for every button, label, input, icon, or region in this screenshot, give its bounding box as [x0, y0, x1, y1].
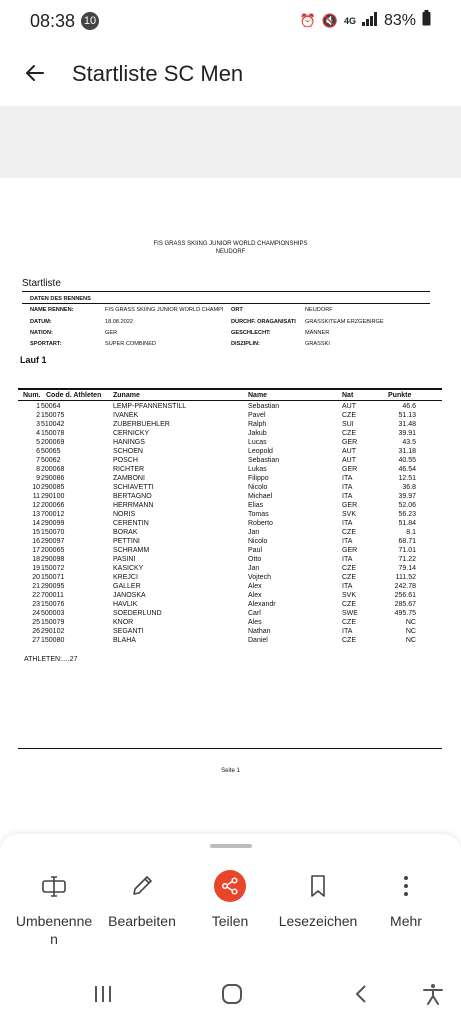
cell-code: 290086 [41, 475, 65, 482]
cell-num: 14 [32, 520, 40, 527]
cell-name: Ralph [248, 421, 267, 428]
cell-punkte: 285.67 [394, 601, 416, 608]
datum-label: DATUM: [30, 319, 52, 325]
cell-name: Otto [248, 556, 262, 563]
cell-zuname: BORAK [113, 529, 138, 536]
cell-code: 150080 [41, 637, 65, 644]
cell-num: 6 [36, 448, 40, 455]
recent-apps-icon [93, 985, 113, 1003]
cell-code: 700011 [41, 592, 64, 599]
cell-zuname: PASINI [113, 556, 136, 563]
cell-zuname: BERTAGNO [113, 493, 152, 500]
cell-code: 290097 [41, 538, 65, 545]
cell-punkte: 68.71 [398, 538, 416, 545]
cell-zuname: ZAMBONI [113, 475, 145, 482]
cell-code: 290099 [41, 520, 65, 527]
name-value: FIS GRASS SKIING JUNIOR WORLD CHAMPI [105, 307, 224, 313]
cell-name: Ales [248, 619, 262, 626]
disziplin-label: DISZIPLIN: [231, 341, 260, 347]
cell-code: 290098 [41, 556, 65, 563]
bookmark-icon [302, 870, 334, 902]
cell-num: 20 [32, 574, 40, 581]
table-row [0, 465, 461, 474]
cell-zuname: KASICKY [113, 565, 144, 572]
drag-handle[interactable] [210, 844, 252, 848]
cell-name: Nicolo [248, 538, 268, 545]
more-label: Mehr [390, 913, 422, 929]
edit-button[interactable] [96, 870, 188, 930]
table-top-rule [18, 388, 442, 390]
table-row [0, 573, 461, 582]
cell-code: 150072 [41, 565, 65, 572]
rename-label: Umbenennen [15, 913, 93, 947]
cell-code: 290102 [41, 628, 65, 635]
cell-nat: ITA [342, 538, 353, 545]
chevron-left-icon [354, 984, 368, 1004]
cell-zuname: SCHRAMM [113, 547, 150, 554]
cell-punkte: 71.01 [398, 547, 416, 554]
cell-zuname: JANOSKA [113, 592, 146, 599]
cell-punkte: 242.78 [394, 583, 416, 590]
cell-name: Leopold [248, 448, 273, 455]
cell-zuname: KNOR [113, 619, 134, 626]
cell-punkte: 52.06 [398, 502, 416, 509]
cell-zuname: SOEDERLUND [113, 610, 162, 617]
cell-zuname: IVANEK [113, 412, 139, 419]
more-vertical-icon [390, 870, 422, 902]
cell-nat: CZE [342, 574, 356, 581]
bookmark-button[interactable] [272, 870, 364, 930]
col-num: Num. [23, 392, 41, 399]
cell-code: 50064 [41, 403, 61, 410]
cell-num: 9 [36, 475, 40, 482]
table-row [0, 501, 461, 510]
table-row [0, 456, 461, 465]
page-title: Startliste SC Men [72, 61, 244, 86]
cell-name: Alex [248, 583, 262, 590]
cell-code: 50065 [41, 448, 61, 455]
cell-num: 19 [32, 565, 40, 572]
cell-num: 18 [32, 556, 40, 563]
cell-name: Daniel [248, 637, 268, 644]
page-number: Seite 1 [221, 768, 240, 774]
race-data-label: DATEN DES RENNENS [30, 296, 91, 302]
cell-code: 150076 [41, 601, 65, 608]
table-row [0, 537, 461, 546]
table-row [0, 510, 461, 519]
cell-nat: ITA [342, 628, 353, 635]
cell-num: 24 [32, 610, 40, 617]
cell-nat: AUT [342, 457, 356, 464]
cell-code: 290095 [41, 583, 65, 590]
cell-nat: SVK [342, 511, 357, 518]
mute-icon: 🔇 [321, 12, 338, 28]
cell-punkte: 40.55 [398, 457, 416, 464]
cell-zuname: ZUBERBUEHLER [113, 421, 170, 428]
cell-zuname: POSCH [113, 457, 138, 464]
disziplin-value: GRASSKI [305, 341, 330, 347]
cell-name: Nicolo [248, 484, 268, 491]
section-title: Startliste [22, 278, 61, 289]
table-row [0, 402, 461, 411]
share-label: Teilen [211, 913, 249, 929]
accessibility-icon [422, 983, 444, 1005]
table-row [0, 411, 461, 420]
cell-nat: ITA [342, 484, 353, 491]
cell-code: 200065 [41, 547, 65, 554]
cell-code: 200066 [41, 502, 65, 509]
table-row [0, 546, 461, 555]
table-row [0, 438, 461, 447]
cell-num: 11 [32, 493, 40, 500]
table-row [0, 420, 461, 429]
cell-code: 500003 [41, 610, 65, 617]
col-punkte: Punkte [388, 392, 412, 399]
cell-nat: AUT [342, 448, 356, 455]
cell-num: 3 [36, 421, 40, 428]
cell-name: Nathan [248, 628, 271, 635]
accessibility-button[interactable] [418, 982, 448, 1006]
cell-zuname: BLAHA [113, 637, 136, 644]
cell-num: 8 [36, 466, 40, 473]
col-name: Name [248, 392, 268, 399]
cell-nat: CZE [342, 430, 356, 437]
cell-name: Tomas [248, 511, 269, 518]
document-page[interactable] [0, 178, 461, 834]
cell-punkte: 495.75 [394, 610, 416, 617]
nation-value: GER [105, 330, 118, 336]
signal-icon [362, 12, 378, 29]
cell-nat: ITA [342, 475, 353, 482]
table-row [0, 582, 461, 591]
battery-icon [422, 10, 431, 31]
cell-punkte: NC [405, 637, 416, 644]
cell-nat: GER [342, 547, 358, 554]
cell-code: 50062 [41, 457, 61, 464]
cell-num: 1 [36, 403, 40, 410]
cell-name: Alex [248, 592, 262, 599]
cell-zuname: PETTINI [113, 538, 140, 545]
cell-nat: AUT [342, 403, 356, 410]
cell-name: Roberto [248, 520, 273, 527]
cell-code: 700012 [41, 511, 65, 518]
cell-punkte: 39.97 [398, 493, 416, 500]
cell-punkte: 111.52 [395, 574, 416, 581]
cell-punkte: 51.84 [398, 520, 416, 527]
table-row [0, 474, 461, 483]
table-row [0, 618, 461, 627]
geschlecht-label: GESCHLECHT: [231, 330, 271, 336]
cell-code: 290100 [41, 493, 65, 500]
cell-nat: GER [342, 466, 358, 473]
cell-code: 150070 [41, 529, 65, 536]
sportart-label: SPORTART: [30, 341, 62, 347]
cell-name: Elias [248, 502, 264, 509]
cell-zuname: LEMP-PFANNENSTILL [113, 403, 187, 410]
system-navigation-bar [0, 964, 461, 1024]
cell-num: 21 [32, 583, 40, 590]
cell-zuname: SCHOEN [113, 448, 143, 455]
cell-name: Jan [248, 529, 260, 536]
cell-name: Alexandr [248, 601, 276, 608]
table-row [0, 483, 461, 492]
cell-name: Pavel [248, 412, 266, 419]
cell-name: Jakub [248, 430, 267, 437]
cell-name: Michael [248, 493, 273, 500]
system-back-button[interactable] [346, 982, 376, 1006]
cell-num: 5 [36, 439, 40, 446]
cell-punkte: 256.61 [394, 592, 416, 599]
cell-num: 7 [36, 457, 40, 464]
cell-num: 13 [32, 511, 40, 518]
cell-nat: ITA [342, 493, 353, 500]
status-time: 08:38 [30, 11, 76, 31]
athlete-count: ATHLETEN:....27 [24, 656, 78, 663]
cell-zuname: RICHTER [113, 466, 145, 473]
cell-num: 23 [32, 601, 40, 608]
cell-code: 510042 [41, 421, 65, 428]
cell-punkte: 31.18 [398, 448, 416, 455]
cell-punkte: 46.6 [402, 403, 416, 410]
cell-punkte: 31.48 [398, 421, 416, 428]
status-bar [0, 0, 461, 44]
cell-code: 200068 [41, 466, 65, 473]
cell-punkte: 39.91 [398, 430, 416, 437]
cell-name: Vojtech [248, 574, 271, 581]
more-button[interactable] [360, 870, 452, 930]
document-viewer-background [0, 106, 461, 178]
cell-nat: SWE [342, 610, 358, 617]
event-location: NEUDORF [215, 249, 246, 255]
cell-punkte: 8.1 [406, 529, 416, 536]
cell-punkte: 71.22 [398, 556, 416, 563]
run-title: Lauf 1 [20, 355, 47, 365]
cell-punkte: 36.8 [402, 484, 416, 491]
cell-zuname: CERENTIN [113, 520, 149, 527]
cell-code: 290085 [41, 484, 65, 491]
cell-nat: GER [342, 439, 358, 446]
cell-num: 25 [32, 619, 40, 626]
cell-name: Paul [248, 547, 263, 554]
sportart-value: SUPER COMBINED [105, 341, 156, 347]
cell-code: 150078 [41, 430, 65, 437]
network-type: 4G [343, 15, 356, 26]
cell-zuname: SCHIAVETTI [113, 484, 154, 491]
cell-zuname: HAVLIK [113, 601, 138, 608]
table-row [0, 519, 461, 528]
datum-value: 18.08.2022 [105, 319, 133, 325]
back-button[interactable] [18, 56, 52, 90]
name-label: NAME RENNEN: [30, 307, 74, 313]
share-icon [214, 870, 246, 902]
cell-num: 16 [32, 538, 40, 545]
cell-nat: CZE [342, 619, 356, 626]
divider [22, 303, 430, 304]
cell-num: 4 [36, 430, 40, 437]
nation-label: NATION: [30, 330, 53, 336]
cell-code: 200069 [41, 439, 65, 446]
cell-name: Jan [248, 565, 260, 572]
home-button[interactable] [217, 982, 247, 1006]
cell-num: 2 [36, 412, 40, 419]
page-footer-rule [18, 748, 442, 749]
cell-name: Lucas [248, 439, 267, 446]
status-indicators [300, 10, 431, 31]
cell-punkte: 56.23 [398, 511, 416, 518]
cell-num: 12 [32, 502, 40, 509]
event-header [0, 240, 461, 256]
back-arrow-icon [23, 61, 47, 85]
table-row [0, 609, 461, 618]
ort-value: NEUDORF [305, 307, 333, 313]
cell-num: 15 [32, 529, 40, 536]
cell-nat: SVK [342, 592, 357, 599]
cell-name: Filippo [248, 475, 269, 482]
cell-code: 150079 [41, 619, 65, 626]
cell-nat: CZE [342, 601, 356, 608]
table-row [0, 627, 461, 636]
cell-punkte: NC [405, 619, 416, 626]
cell-punkte: 79.14 [398, 565, 416, 572]
table-row [0, 564, 461, 573]
cell-num: 10 [32, 484, 40, 491]
cell-punkte: 12.51 [398, 475, 416, 482]
table-row [0, 591, 461, 600]
cell-nat: ITA [342, 556, 353, 563]
battery-percent: 83% [383, 11, 416, 29]
cell-nat: CZE [342, 412, 356, 419]
table-row [0, 555, 461, 564]
cell-num: 17 [32, 547, 40, 554]
cell-zuname: HERRMANN [113, 502, 154, 509]
table-row [0, 492, 461, 501]
recent-apps-button[interactable] [88, 982, 118, 1006]
cell-nat: ITA [342, 520, 353, 527]
event-title: FIS GRASS SKIING JUNIOR WORLD CHAMPIONSHIPS [153, 241, 308, 247]
cell-zuname: HANINGS [113, 439, 145, 446]
cell-nat: CZE [342, 529, 356, 536]
cell-nat: CZE [342, 637, 356, 644]
table-header-rule [18, 400, 442, 401]
cell-zuname: NORIS [113, 511, 136, 518]
ort-label: ORT [231, 307, 243, 313]
cell-zuname: GALLER [113, 583, 141, 590]
cell-punkte: NC [405, 628, 416, 635]
cell-zuname: KREJCI [113, 574, 138, 581]
rename-icon [38, 870, 70, 902]
edit-label: Bearbeiten [108, 913, 176, 929]
cell-punkte: 51.13 [398, 412, 416, 419]
org-label: DURCHF. ORAGANISATI [231, 319, 296, 325]
table-row [0, 600, 461, 609]
table-row [0, 447, 461, 456]
cell-name: Lukas [248, 466, 267, 473]
cell-nat: CZE [342, 565, 356, 572]
alarm-icon: ⏰ [299, 12, 316, 28]
geschlecht-value: MÄNNER [305, 330, 330, 336]
cell-name: Carl [248, 610, 261, 617]
divider [22, 291, 430, 292]
cell-nat: SUI [342, 421, 354, 428]
cell-zuname: CERNICKY [113, 430, 150, 437]
app-bar [0, 44, 461, 106]
cell-name: Sebastian [248, 403, 280, 410]
edit-pencil-icon [126, 870, 158, 902]
cell-punkte: 43.5 [402, 439, 416, 446]
org-value: GRASSKITEAM ERZGEBIRGE [305, 319, 384, 325]
cell-code: 150075 [41, 412, 65, 419]
col-nat: Nat [342, 392, 354, 399]
rename-button[interactable] [8, 870, 100, 948]
share-button[interactable] [184, 870, 276, 930]
col-code: Code d. Athleten [46, 392, 102, 399]
cell-punkte: 46.54 [398, 466, 416, 473]
cell-zuname: SEGANTI [113, 628, 144, 635]
bookmark-label: Lesezeichen [278, 913, 358, 929]
table-row [0, 429, 461, 438]
cell-name: Sebastian [248, 457, 280, 464]
home-icon [221, 983, 243, 1005]
notification-count-badge: 10 [81, 12, 99, 30]
cell-num: 26 [32, 628, 40, 635]
table-row [0, 636, 461, 645]
cell-nat: ITA [342, 583, 353, 590]
col-zuname: Zuname [113, 392, 140, 399]
cell-code: 150071 [41, 574, 65, 581]
cell-num: 22 [32, 592, 40, 599]
cell-nat: GER [342, 502, 358, 509]
action-sheet [0, 834, 461, 964]
table-row [0, 528, 461, 537]
cell-num: 27 [32, 637, 40, 644]
